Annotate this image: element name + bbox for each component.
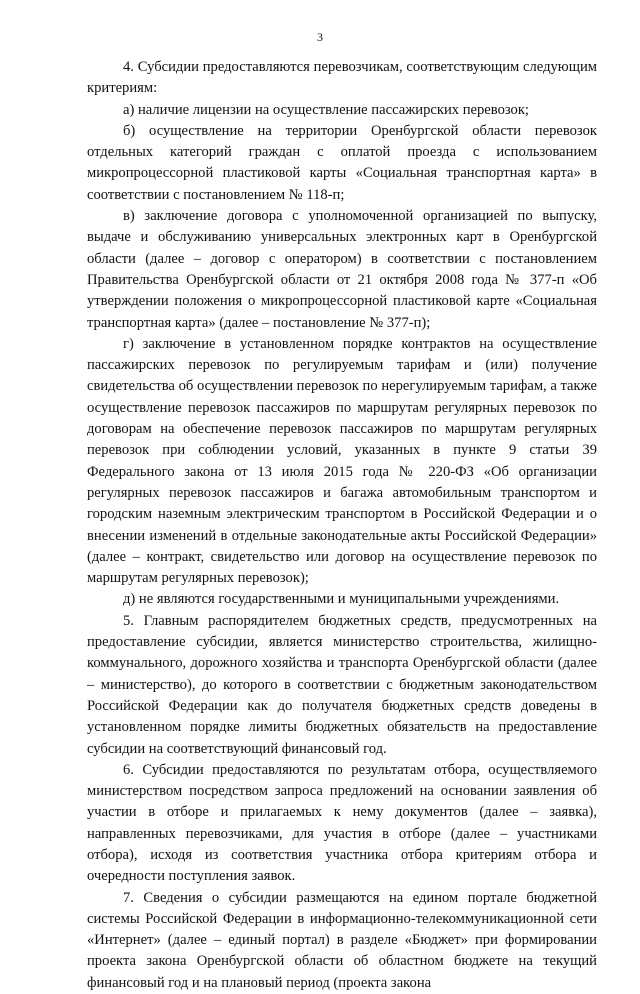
document-body [87,57,597,994]
paragraph-6: 6. Субсидии предоставляются по результатам отбора, осуществляемого министерством посредством запроса предложений на основании заявления об участии в отборе и прилагаемых к нему документов (далее – заявка), направленных перевозчиками, для участия в отборе (далее – участниками отбора), исходя из соответствия участника отбора критериям отбора и очередности поступления заявок. [87,761,597,885]
paragraph-7: 7. Сведения о субсидии размещаются на едином портале бюджетной системы Российской Федерации в информационно-телекоммуникационной сети «Интернет» (далее – единый портал) в разделе «Бюджет» при формировании проекта закона Оренбургской области об областном бюджете на текущий финансовый год и на плановый период (проекта закона [87,889,597,991]
paragraph-5: 5. Главным распорядителем бюджетных средств, предусмотренных на предоставление субсидии, является министерство строительства, жилищно-коммунального, дорожного хозяйства и транспорта Оренбургской области (далее – министерство), до которого в соответствии с бюджетным законодательством Российской Федерации как до получателя бюджетных средств доведены в установленном порядке лимиты бюджетных обязательств на предоставление субсидии на соответствующий финансовый год. [87,612,597,757]
paragraph-4v: в) заключение договора с уполномоченной организацией по выпуску, выдаче и обслуживанию универсальных электронных карт в Оренбургской области (далее – договор с оператором) в соответствии с постановлением Правительства Оренбургской области от 21 октября 2008 года № 377-п «Об утверждении положения о микропроцессорной пластиковой карте «Социальная транспортная карта» (далее – постановление № 377-п); [87,208,597,331]
paragraph-4-intro: 4. Субсидии предоставляются перевозчикам, соответствующим следующим критериям: [87,59,597,97]
paragraph-4b: б) осуществление на территории Оренбургской области перевозок отдельных категорий граждан с оплатой проезда с использованием микропроцессорной пластиковой карты «Социальная транспортная карта» в соответствии с постановлением № 118-п; [87,122,597,203]
paragraph-4g: г) заключение в установленном порядке контрактов на осуществление пассажирских перевозок по регулируемым тарифам и (или) получение свидетельства об осуществлении перевозок по нерегулируемым тарифам, а также осуществление перевозок пассажиров по маршрутам регулярных перевозок по договорам на обеспечение перевозок пассажиров по маршрутам регулярных перевозок при соблюдении условий, указанных в пункте 9 статьи 39 Федерального закона от 13 июля 2015 года № 220-ФЗ «Об организации регулярных перевозок пассажиров и багажа автомобильным транспортом и городским наземным электрическим транспортом в Российской Федерации и о внесении изменений в отдельные законодательные акты Российской Федерации» (далее – контракт, свидетельство или договор на осуществление перевозок по маршрутам регулярных перевозок); [87,335,597,587]
paragraph-4a: а) наличие лицензии на осуществление пассажирских перевозок; [123,101,529,118]
page-number: 3 [317,30,323,44]
paragraph-4d: д) не являются государственными и муниципальными учреждениями. [123,591,560,608]
